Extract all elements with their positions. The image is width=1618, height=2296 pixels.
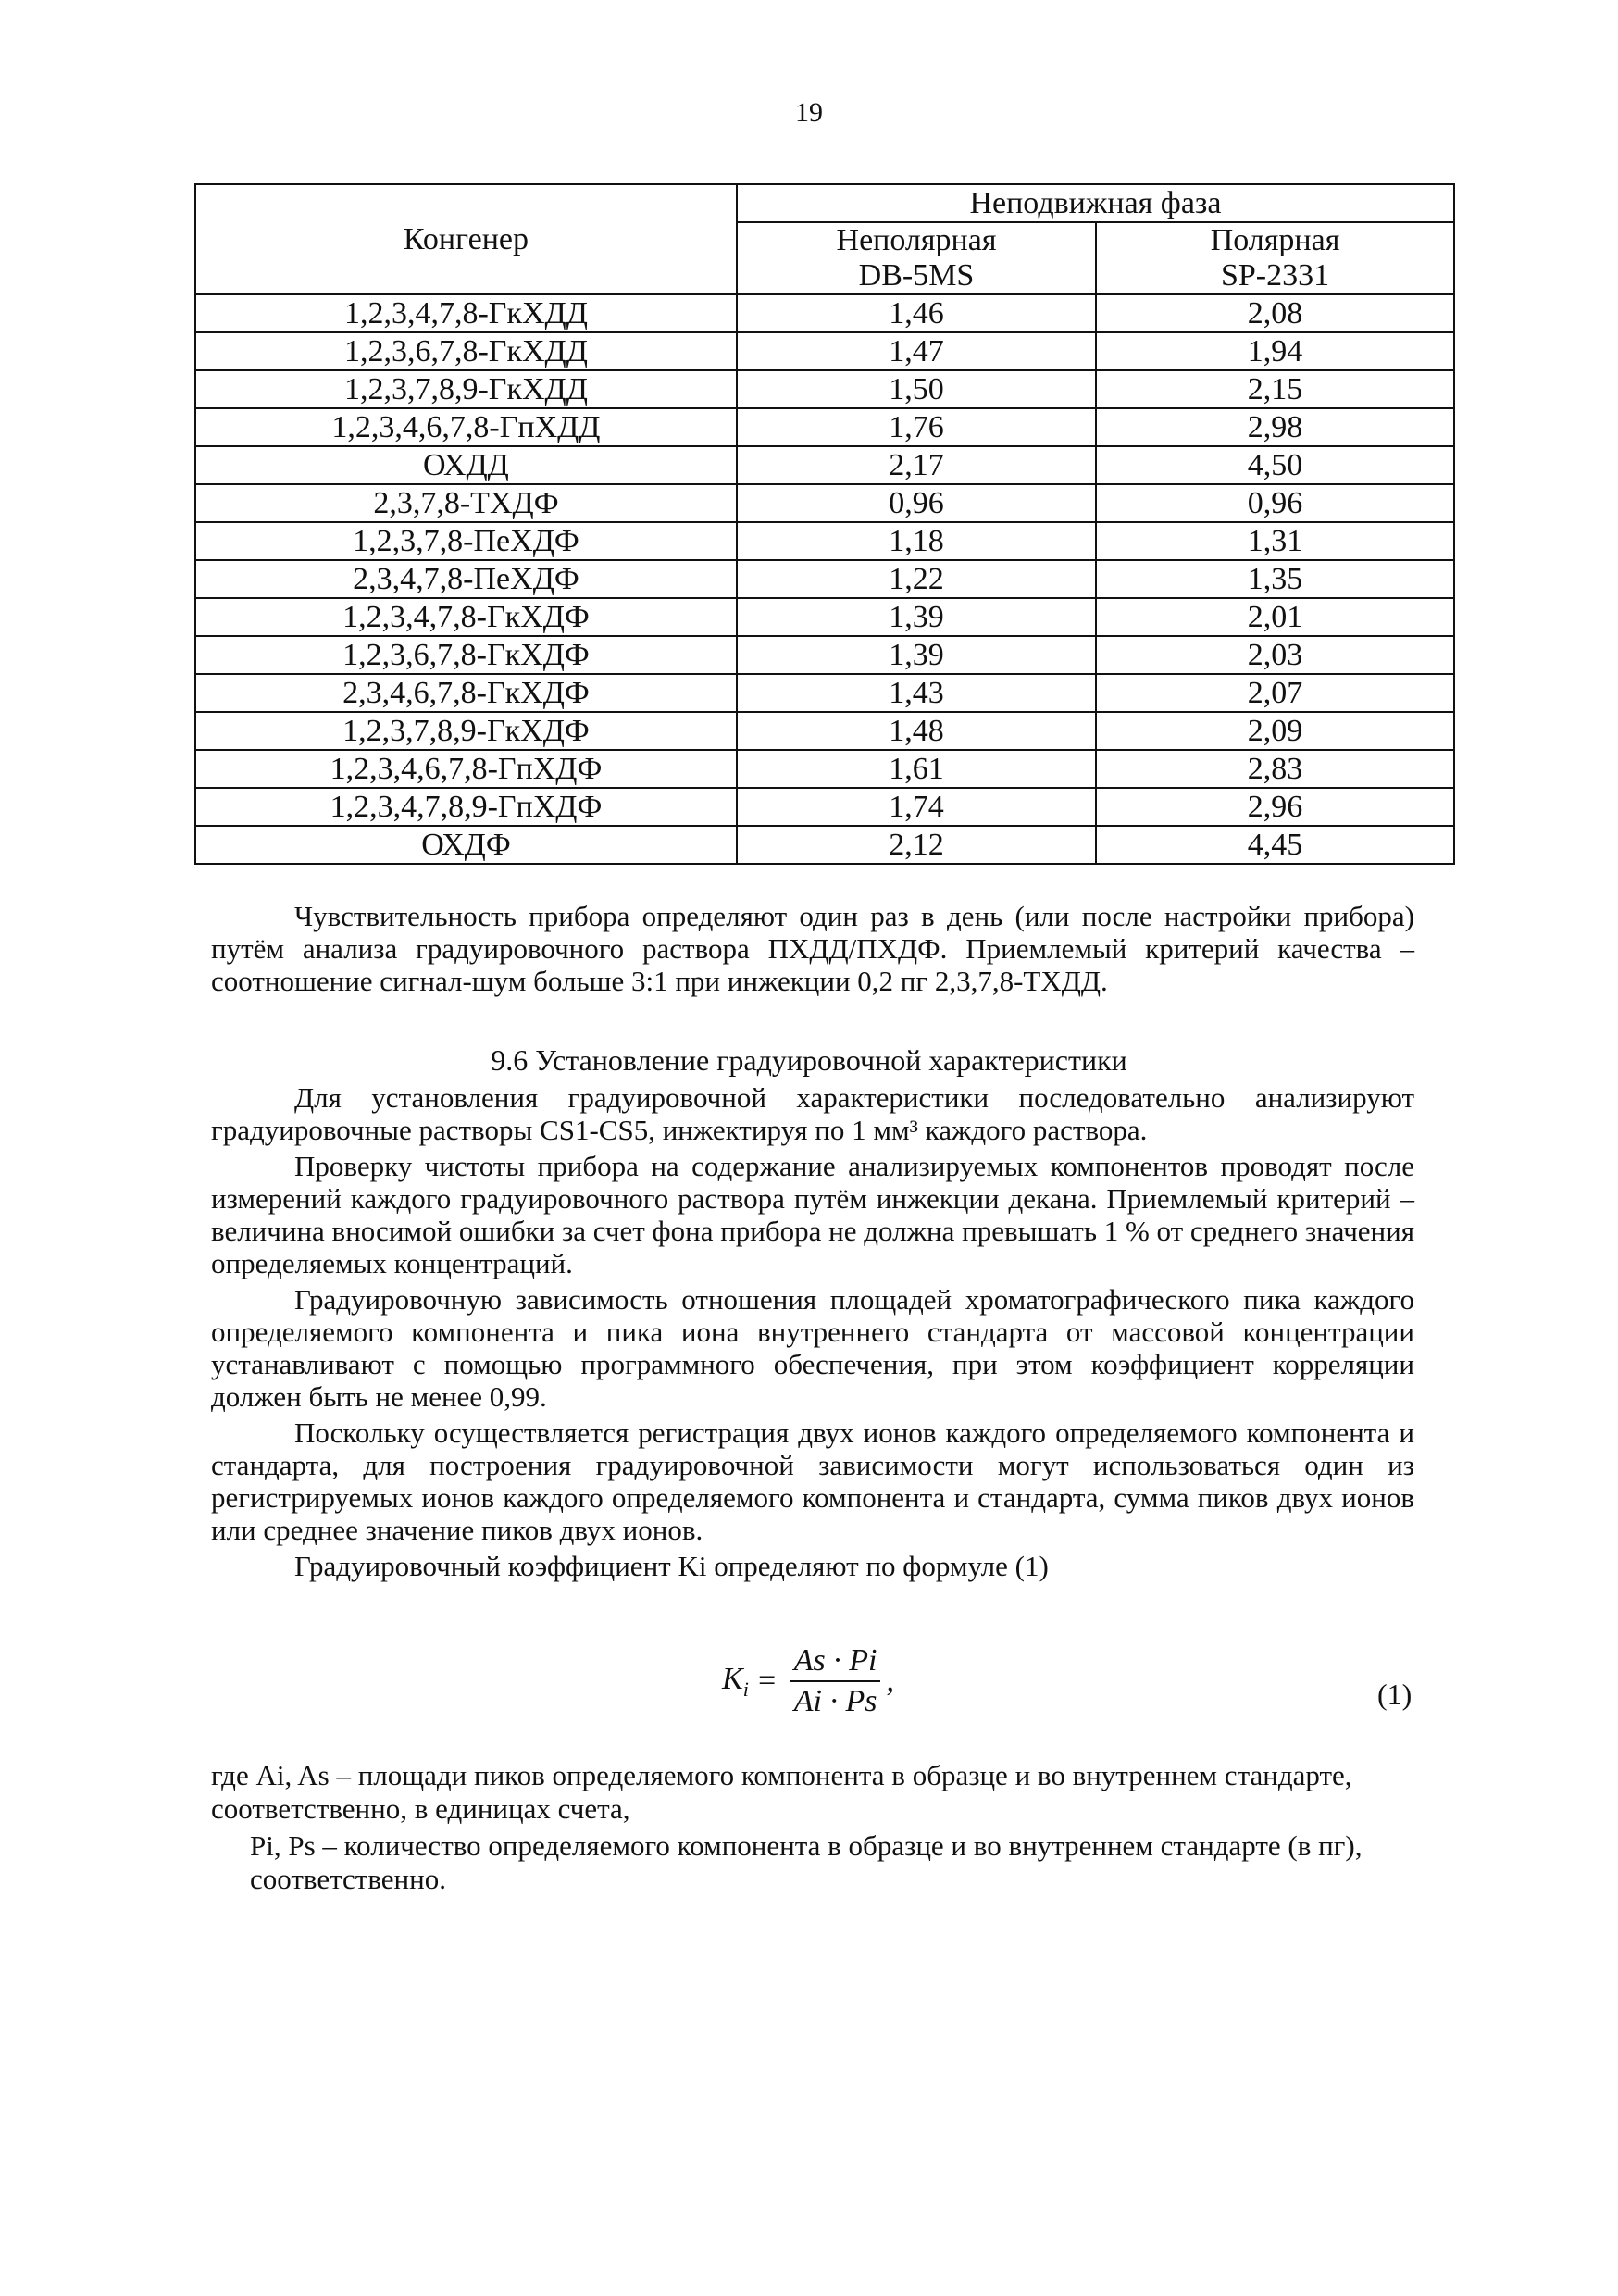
definition-amounts (211, 1829, 1414, 1896)
table-row (195, 712, 1454, 750)
table-row (195, 750, 1454, 788)
cell-nonpolar: 1,76 (737, 408, 1096, 446)
definition-amounts-lead: Pi, Ps (250, 1829, 316, 1862)
cell-polar: 2,07 (1096, 674, 1454, 712)
cell-polar: 2,08 (1096, 294, 1454, 332)
cell-congener: 1,2,3,6,7,8-ГкХДФ (195, 636, 737, 674)
cell-nonpolar: 1,39 (737, 636, 1096, 674)
section-title: 9.6 Установление градуировочной характеристики (491, 1043, 1127, 1077)
cell-nonpolar: 1,50 (737, 370, 1096, 408)
body-text (211, 1081, 1414, 1586)
sensitivity-text: Чувствительность прибора определяют один раз в день (или после настройки прибора) путём анализа градуировочного раствора ПХДД/ПХДФ. Приемлемый критерий качества – соотношение сигнал-шум больше 3:1 при инжекции 0,2 пг 2,3,7,8-ТХДД. (211, 900, 1414, 997)
cell-congener: 1,2,3,6,7,8-ГкХДД (195, 332, 737, 370)
header-polar-line2: SP-2331 (1220, 258, 1330, 293)
cell-polar: 4,45 (1096, 826, 1454, 864)
table-row (195, 370, 1454, 408)
formula-lhs: $K_i$ (722, 1661, 749, 1701)
cell-polar: 1,31 (1096, 522, 1454, 560)
paragraph-ion-registration: Поскольку осуществляется регистрация двух ионов каждого определяемого компонента и стандарта, для построения градуировочной зависимости могут использоваться один из регистрируемых ионов каждого определяемого компонента и стандарта, сумма пиков двух ионов или среднее значение пиков двух ионов. (211, 1416, 1414, 1546)
paragraph-calibration-dependence: Градуировочную зависимость отношения площадей хроматографического пика каждого определяемого компонента и пика иона внутреннего стандарта от массовой концентрации устанавливают с помощью программного обеспечения, при этом коэффициент корреляции должен быть не менее 0,99. (211, 1283, 1414, 1413)
cell-nonpolar: 1,48 (737, 712, 1096, 750)
cell-polar: 2,98 (1096, 408, 1454, 446)
formula-fraction (790, 1643, 881, 1719)
cell-nonpolar: 1,46 (737, 294, 1096, 332)
definition-areas-lead: где Ai, As (211, 1759, 330, 1791)
table-row (195, 788, 1454, 826)
cell-congener: ОХДД (195, 446, 737, 484)
table-row (195, 636, 1454, 674)
cell-nonpolar: 1,74 (737, 788, 1096, 826)
cell-nonpolar: 1,61 (737, 750, 1096, 788)
cell-congener: 1,2,3,4,6,7,8-ГпХДФ (195, 750, 737, 788)
cell-polar: 0,96 (1096, 484, 1454, 522)
table-row (195, 598, 1454, 636)
cell-congener: ОХДФ (195, 826, 737, 864)
cell-nonpolar: 2,17 (737, 446, 1096, 484)
cell-polar: 2,09 (1096, 712, 1454, 750)
paragraph-coefficient-intro: Градуировочный коэффициент Ki определяют по формуле (1) (294, 1550, 1049, 1582)
header-congener: Конгенер (195, 184, 737, 294)
header-phase: Неподвижная фаза (737, 184, 1454, 222)
definitions (211, 1759, 1414, 1900)
paragraph-calibration-setup: Для установления градуировочной характеристики последовательно анализируют градуировочные растворы CS1-CS5, инжектируя по 1 мм³ каждого раствора. (211, 1081, 1414, 1146)
cell-congener: 2,3,4,7,8-ПеХДФ (195, 560, 737, 598)
table-row (195, 826, 1454, 864)
cell-polar: 2,03 (1096, 636, 1454, 674)
table-row (195, 446, 1454, 484)
paragraph-instrument-check: Проверку чистоты прибора на содержание анализируемых компонентов проводят после измерений каждого градуировочного раствора путём инжекции декана. Приемлемый критерий – величина вносимой ошибки за счет фона прибора не должна превышать 1 % от среднего значения определяемых концентраций. (211, 1150, 1414, 1279)
cell-congener: 1,2,3,4,7,8,9-ГпХДФ (195, 788, 737, 826)
table-row (195, 674, 1454, 712)
cell-nonpolar: 1,47 (737, 332, 1096, 370)
cell-nonpolar: 0,96 (737, 484, 1096, 522)
cell-congener: 1,2,3,4,7,8-ГкХДД (195, 294, 737, 332)
cell-nonpolar: 1,39 (737, 598, 1096, 636)
cell-polar: 1,35 (1096, 560, 1454, 598)
cell-nonpolar: 1,43 (737, 674, 1096, 712)
header-polar (1096, 222, 1454, 294)
cell-polar: 2,15 (1096, 370, 1454, 408)
formula-tail: , (886, 1664, 894, 1698)
header-nonpolar-line1: Неполярная (836, 223, 997, 257)
header-polar-line1: Полярная (1210, 223, 1340, 257)
cell-congener: 2,3,7,8-ТХДФ (195, 484, 737, 522)
header-nonpolar-line2: DB-5MS (858, 258, 975, 293)
retention-table (194, 183, 1455, 865)
cell-nonpolar: 1,18 (737, 522, 1096, 560)
table-row (195, 294, 1454, 332)
table-row (195, 522, 1454, 560)
cell-polar: 2,01 (1096, 598, 1454, 636)
cell-congener: 1,2,3,7,8,9-ГкХДФ (195, 712, 737, 750)
header-nonpolar (737, 222, 1096, 294)
cell-nonpolar: 1,22 (737, 560, 1096, 598)
definition-areas-text: – площади пиков определяемого компонента в образце и во внутреннем стандарте, соответственно, в единицах счета, (211, 1759, 1352, 1825)
table-row (195, 560, 1454, 598)
formula-numerator: As · Pi (790, 1643, 881, 1682)
cell-congener: 1,2,3,4,6,7,8-ГпХДД (195, 408, 737, 446)
cell-polar: 1,94 (1096, 332, 1454, 370)
formula-denominator: Ai · Ps (793, 1684, 877, 1718)
definition-areas (211, 1759, 1414, 1826)
table-row (195, 332, 1454, 370)
cell-polar: 2,83 (1096, 750, 1454, 788)
equation-number: (1) (1377, 1678, 1413, 1711)
cell-congener: 1,2,3,7,8,9-ГкХДД (195, 370, 737, 408)
cell-polar: 2,96 (1096, 788, 1454, 826)
cell-polar: 4,50 (1096, 446, 1454, 484)
definition-amounts-text: – количество определяемого компонента в образце и во внутреннем стандарте (в пг), соответственно. (250, 1829, 1363, 1895)
cell-congener: 2,3,4,6,7,8-ГкХДФ (195, 674, 737, 712)
sensitivity-paragraph (211, 900, 1414, 1001)
page-number: 19 (795, 97, 823, 128)
table-row (195, 408, 1454, 446)
table-row (195, 484, 1454, 522)
cell-congener: 1,2,3,4,7,8-ГкХДФ (195, 598, 737, 636)
cell-nonpolar: 2,12 (737, 826, 1096, 864)
formula-1: $K_i$ = $\frac{As \cdot Pi}{Ai \cdot Ps}$ , (722, 1643, 894, 1718)
cell-congener: 1,2,3,7,8-ПеХДФ (195, 522, 737, 560)
